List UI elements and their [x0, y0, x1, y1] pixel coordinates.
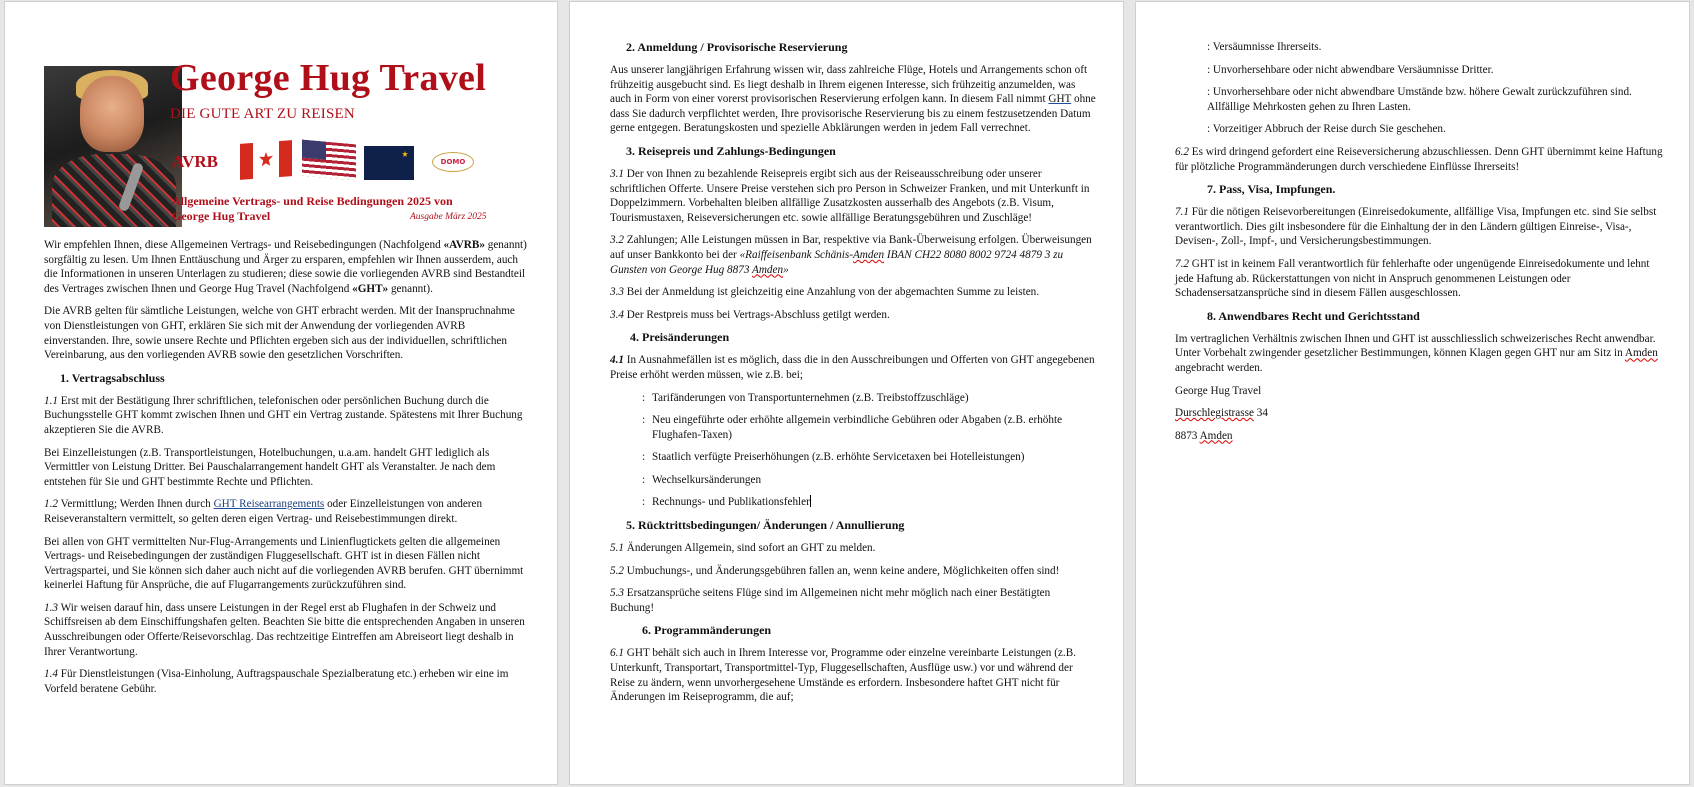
- document-page-1: [5, 2, 557, 784]
- subtitle-line-2: George Hug Travel: [172, 209, 271, 223]
- clause-6-1: 6.1 GHT behält sich auch in Ihrem Interesse vor, Programme oder einzelne vereinbarte Leistungen (z.B. Unterkunft, Transportart, Transportmittel-Typ, Fluggesellschaften, Ausflüge usw.) vor und während der Reise zu ändern, wenn unvorhergesehene Umstände es erfordern. Insbesondere haftet GHT nicht für Änderungen im Reiseprogramm, die auf;: [610, 647, 1076, 704]
- avrb-label: AVRB: [172, 152, 218, 171]
- clause-3-1: 3.1 Der von Ihnen zu bezahlende Reisepreis ergibt sich aus der Reiseausschreibung oder unserer schriftlichen Offerte. Unsere Preise verstehen sich pro Person in Schweizer Franken, und mit Unterkunft in Doppelzimmern. Vorbehalten bleiben allfällige Zusatzkosten ausserhalb des Angebots (z.B. Visum, Tourismustaxen, Reiseversicherungen etc. sowie allfällige Beratungsgebühren und Zuschläge!: [610, 167, 1090, 224]
- clause-1-flight-paragraph: Bei allen von GHT vermittelten Nur-Flug-Arrangements und Linienflugtickets gelten die allgemeinen Vertrags- und Reisebedingungen der zuständigen Fluggesellschaft. GHT ist in diesen Fällen nicht Vertragspartei, und Sie können sich daher auch nicht auf die vorliegenden AVRB berufen. GHT übernimmt keinerlei Haftung für Ansprüche, die auf Flugarrangements zurückzuführen sind.: [44, 535, 524, 592]
- partner-logo: DOMO: [432, 152, 474, 172]
- clause-5-3: 5.3 Ersatzansprüche seitens Flüge sind im Allgemeinen nicht mehr möglich nach einer Bestätigten Buchung!: [610, 587, 1051, 614]
- clause-7-2: 7.2 GHT ist in keinem Fall verantwortlich für fehlerhafte oder ungenügende Einreisedokumente und lehnt jede Haftung ab. Rückerstattungen von nicht in Anspruch genommenen Leistungen oder Schadensersatzansprüche sind in diesem Fällen ausgeschlossen.: [1175, 257, 1650, 300]
- clause-6-2: 6.2 Es wird dringend gefordert eine Reiseversicherung abzuschliessen. Denn GHT übernimmt keine Haftung für plötzliche Programmänderungen durch verschiedene Einflüsse Ihrerseits!: [1175, 145, 1663, 173]
- list-item: : Rechnungs- und Publikationsfehler: [642, 496, 810, 509]
- section-8-heading: 8. Anwendbares Recht und Gerichtsstand: [1207, 308, 1420, 323]
- clause-1-paragraph: Bei Einzelleistungen (z.B. Transportleistungen, Hotelbuchungen, u.a.am. handelt GHT lediglich als Vermittler von Leistung Dritter. Bei Pauschalarrangement handelt GHT als Veranstalter. Je nach dem entstehen für Sie und GHT bestimmte Rechte und Pflichten.: [44, 446, 496, 488]
- address-city: 8873 Amden: [1175, 429, 1233, 442]
- list-item: : Tarifänderungen von Transportunternehmen (z.B. Treibstoffzuschläge): [642, 391, 969, 404]
- address-street: Durschlegistrasse 34: [1175, 407, 1268, 420]
- list-item: : Staatlich verfügte Preiserhöhungen (z.B. erhöhte Servicetaxen bei Hotelleistungen): [642, 451, 1025, 464]
- clause-4-1: 4.1 In Ausnahmefällen ist es möglich, dass die in den Ausschreibungen und Offerten von GHT angegebenen Preise erhöht werden müssen, wie z.B. bei;: [610, 354, 1095, 381]
- intro-paragraph-2: Die AVRB gelten für sämtliche Leistungen, welche von GHT erbracht werden. Mit der Inanspruchnahme von Dienstleistungen von GHT, erklären Sie sich mit der Anwendung der vorliegenden AVRB einverstanden. Ihre, sowie unsere Rechte und Pflichten ergeben sich aus der individuellen, schriftlichen Vereinbarung, aus den vorliegenden AVRB sowie den gesetzlichen Vorschriften.: [44, 305, 515, 362]
- clause-1-4: 1.4 Für Dienstleistungen (Visa-Einholung, Auftragspauschale Spezialberatung etc.) erheben wir eine im Vorfeld beratene Gebühr.: [44, 668, 509, 695]
- company-title: George Hug Travel: [170, 57, 487, 99]
- address-name: George Hug Travel: [1175, 384, 1262, 397]
- list-item: : Wechselkursänderungen: [642, 473, 762, 486]
- letterhead: [44, 57, 531, 232]
- clause-3-2: 3.2 Zahlungen; Alle Leistungen müssen in Bar, respektive via Bank-Überweisung erfolgen. Überweisungen auf unser Bankkonto bei der «Raiffeisenbank Schänis-Amden IBAN CH22 8080 8002 9724 4879 3 zu Gunsten von George Hug 8873 Amden»: [610, 234, 1092, 276]
- document-page-2: [570, 2, 1123, 784]
- clause-7-1: 7.1 Für die nötigen Reisevorbereitungen (Einreisedokumente, allfällige Visa, Impfungen etc. sind Sie selbst verantwortlich. Dies gilt insbesondere für die Einhaltung der in den Ländern gültigen Einreise-, Visa-, Devisen-, Zoll-, Impf-, und Versicherungsbestimmungen.: [1175, 206, 1657, 248]
- price-change-list: [610, 391, 1097, 511]
- document-page-3: [1136, 2, 1689, 784]
- issue-date: Ausgabe März 2025: [410, 212, 487, 222]
- program-change-list: [1175, 40, 1663, 137]
- clause-1-2: 1.2 Vermittlung; Werden Ihnen durch GHT Reisearrangements oder Einzelleistungen von anderen Reiseveranstaltern vermittelt, so gelten deren eigen Vertrag- und Reisebestimmungen direkt.: [44, 498, 483, 525]
- clause-2: Aus unserer langjährigen Erfahrung wissen wir, dass zahlreiche Flüge, Hotels und Arrangements schon oft frühzeitig ausgebucht sind. Es liegt deshalb in Ihrem eigenen Interesse, sich frühzeitig anzumelden, was auch in Form von einer vorerst provisorischen Reservierung erfolgen kann. In diesem Fall nimmt GHT ohne dass Sie dadurch verpflichtet werden, Ihre provisorische Reservierung bis zu einem festzusetzenden Datum gerne entgegen. Beratungskosten und spezielle Abklärungen werden in jedem Fall verrechnet.: [610, 64, 1096, 135]
- section-1-heading: 1. Vertragsabschluss: [60, 370, 165, 385]
- section-4-heading: 4. Preisänderungen: [630, 330, 730, 345]
- section-3-heading: 3. Reisepreis und Zahlungs-Bedingungen: [626, 143, 836, 158]
- list-item: : Unvorhersehbare oder nicht abwendbare Umstände bzw. höhere Gewalt zurückzuführen sind. Allfällige Mehrkosten gehen zu Ihren Lasten.: [1207, 86, 1632, 113]
- clause-5-1: 5.1 Änderungen Allgemein, sind sofort an GHT zu melden.: [610, 542, 876, 555]
- canada-flag-icon: [240, 140, 292, 180]
- list-item: : Neu eingeführte oder erhöhte allgemein verbindliche Gebühren oder Abgaben (z.B. erhöhte Flughafen-Taxen): [642, 414, 1063, 441]
- list-item: : Versäumnisse Ihrerseits.: [1207, 41, 1322, 53]
- section-5-heading: 5. Rücktrittsbedingungen/ Änderungen / Annullierung: [626, 518, 905, 533]
- clause-8: Im vertraglichen Verhältnis zwischen Ihnen und GHT ist ausschliesslich schweizerisches Recht anwendbar. Unter Vorbehalt zwingender gesetzlicher Bestimmungen, können Klagen gegen GHT nur am Sitz in Amden angebracht werden.: [1175, 332, 1658, 374]
- alaska-flag-icon: [364, 146, 414, 180]
- clause-3-3: 3.3 Bei der Anmeldung ist gleichzeitig eine Anzahlung von der abgemachten Summe zu leisten.: [610, 286, 1040, 299]
- reisearrangements-link[interactable]: GHT Reisearrangements: [213, 498, 325, 511]
- usa-flag-icon: [302, 140, 356, 181]
- section-7-heading: 7. Pass, Visa, Impfungen.: [1207, 182, 1336, 197]
- clause-1-1: 1.1 Erst mit der Bestätigung Ihrer schriftlichen, telefonischen oder persönlichen Buchung durch die Buchungsstelle GHT kommt zwischen Ihnen und GHT ein Vertrag zustande. Spätestens mit Ihrer Buchung akzeptieren Sie die AVRB.: [44, 394, 523, 436]
- text-cursor: [810, 495, 811, 507]
- section-6-heading: 6. Programmänderungen: [642, 623, 772, 638]
- section-2-heading: 2. Anmeldung / Provisorische Reservierung: [626, 40, 848, 54]
- portrait-photo: [44, 66, 182, 227]
- list-item: : Unvorhersehbare oder nicht abwendbare Versäumnisse Dritter.: [1207, 63, 1494, 76]
- clause-5-2: 5.2 Umbuchungs-, und Änderungsgebühren fallen an, wenn keine andere, Möglichkeiten offen sind!: [610, 564, 1060, 577]
- clause-1-3: 1.3 Wir weisen darauf hin, dass unsere Leistungen in der Regel erst ab Flughafen in der Schweiz und Schiffsreisen ab dem Einschiffungshafen gelten. Beachten Sie bitte die entsprechenden Angaben in unseren Ausschreibungen oder Offerte/Reisevorschlag. Das rechtzeitige Eintreffen am Abreiseort liegt deshalb in Ihrer Verantwortung.: [44, 601, 525, 658]
- list-item: : Vorzeitiger Abbruch der Reise durch Sie geschehen.: [1207, 123, 1446, 136]
- subtitle-line-1: Allgemeine Vertrags- und Reise Bedingungen 2025 von: [172, 194, 453, 208]
- clause-3-4: 3.4 Der Restpreis muss bei Vertrags-Abschluss getilgt werden.: [610, 308, 890, 321]
- intro-paragraph-1: Wir empfehlen Ihnen, diese Allgemeinen Vertrags- und Reisebedingungen (Nachfolgend «AVRB» genannt) sorgfältig zu lesen. Um Ihnen Enttäuschung und Ärger zu ersparen, empfehlen wir Ihnen ausserdem, auch die Informationen in unseren Unterlagen zu studieren; diese sowie die vorliegenden AVRB sind Bestandteil des Vertrages zwischen Ihnen und George Hug Travel (Nachfolgend «GHT» genannt).: [44, 239, 527, 295]
- tagline: DIE GUTE ART ZU REISEN: [170, 106, 355, 122]
